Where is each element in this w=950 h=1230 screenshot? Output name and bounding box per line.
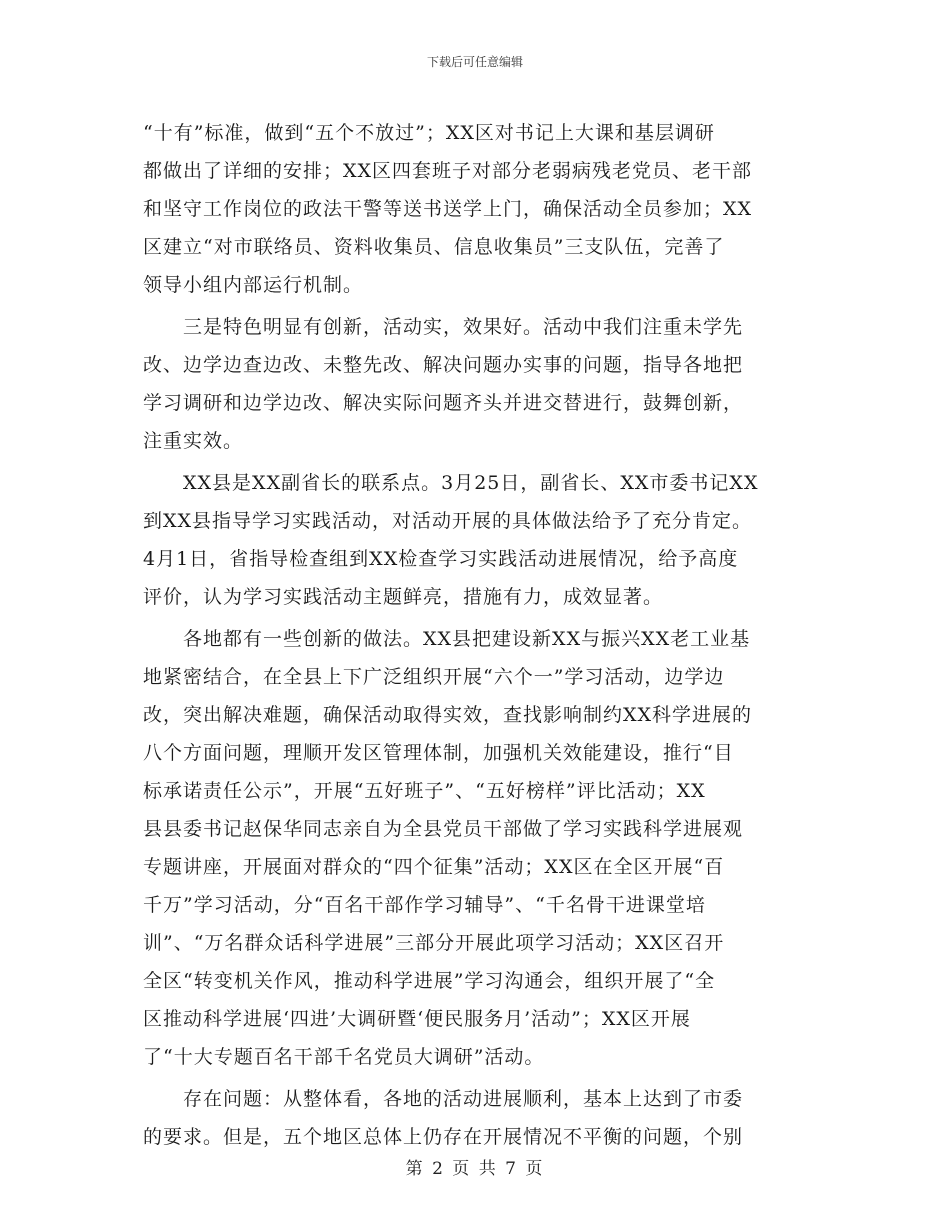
text-line: 专题讲座，开展面对群众的“四个征集”活动；XX区在全区开展“百 xyxy=(143,856,725,878)
text-line: 改、边学边查边改、未整先改、解决问题办实事的问题，指导各地把 xyxy=(143,354,744,376)
paragraph xyxy=(143,308,798,460)
text-line: 三是特色明显有创新，活动实，效果好。活动中我们注重未学先 xyxy=(183,316,744,338)
paragraph xyxy=(143,1080,798,1156)
text-line: 评价，认为学习实践活动主题鲜亮，措施有力，成效显著。 xyxy=(143,586,664,608)
text-line: 到XX县指导学习实践活动，对活动开展的具体做法给予了充分肯定。 xyxy=(143,510,753,532)
page-footer: 第 2 页 共 7 页 xyxy=(405,1159,545,1179)
text-line: “十有”标准，做到“五个不放过”；XX区对书记上大课和基层调研 xyxy=(143,122,715,144)
paragraph xyxy=(143,114,798,304)
text-line: 注重实效。 xyxy=(143,430,244,452)
page-header: 下载后可任意编辑 xyxy=(426,55,523,69)
text-line: 各地都有一些创新的做法。XX县把建设新XX与振兴XX老工业基 xyxy=(183,628,751,650)
text-line: 训”、“万名群众话科学进展”三部分开展此项学习活动；XX区召开 xyxy=(143,932,725,954)
text-line: 领导小组内部运行机制。 xyxy=(143,274,364,296)
text-line: 标承诺责任公示”，开展“五好班子”、“五好榜样”评比活动；XX xyxy=(143,780,706,802)
document-body xyxy=(143,114,798,1160)
text-line: 4月1日，省指导检查组到XX检查学习实践活动进展情况，给予高度 xyxy=(143,548,739,570)
text-line: 都做出了详细的安排；XX区四套班子对部分老弱病残老党员、老干部 xyxy=(143,160,753,182)
text-line: 地紧密结合，在全县上下广泛组织开展“六个一”学习活动，边学边 xyxy=(143,666,725,688)
text-line: 了“十大专题百名干部千名党员大调研”活动。 xyxy=(143,1046,545,1068)
text-line: 的要求。但是，五个地区总体上仍存在开展情况不平衡的问题，个别 xyxy=(143,1126,744,1148)
text-line: 存在问题：从整体看，各地的活动进展顺利，基本上达到了市委 xyxy=(183,1088,744,1110)
text-line: 改，突出解决难题，确保活动取得实效，查找影响制约XX科学进展的 xyxy=(143,704,753,726)
text-line: 千万”学习活动，分“百名干部作学习辅导”、“千名骨干进课堂培 xyxy=(143,894,706,916)
text-line: 县县委书记赵保华同志亲自为全县党员干部做了学习实践科学进展观 xyxy=(143,818,744,840)
paragraph xyxy=(143,464,798,616)
text-line: 区推动科学进展‘四进’大调研暨‘便民服务月’活动”；XX区开展 xyxy=(143,1008,691,1030)
text-line: 区建立“对市联络员、资料收集员、信息收集员”三支队伍，完善了 xyxy=(143,236,725,258)
text-line: 全区“转变机关作风，推动科学进展”学习沟通会，组织开展了“全 xyxy=(143,970,716,992)
text-line: XX县是XX副省长的联系点。3月25日，副省长、XX市委书记XX xyxy=(183,472,759,494)
paragraph xyxy=(143,620,798,1076)
text-line: 学习调研和边学边改、解决实际问题齐头并进交替进行，鼓舞创新， xyxy=(143,392,744,414)
text-line: 和坚守工作岗位的政法干警等送书送学上门，确保活动全员参加；XX xyxy=(143,198,753,220)
text-line: 八个方面问题，理顺开发区管理体制，加强机关效能建设，推行“目 xyxy=(143,742,734,764)
